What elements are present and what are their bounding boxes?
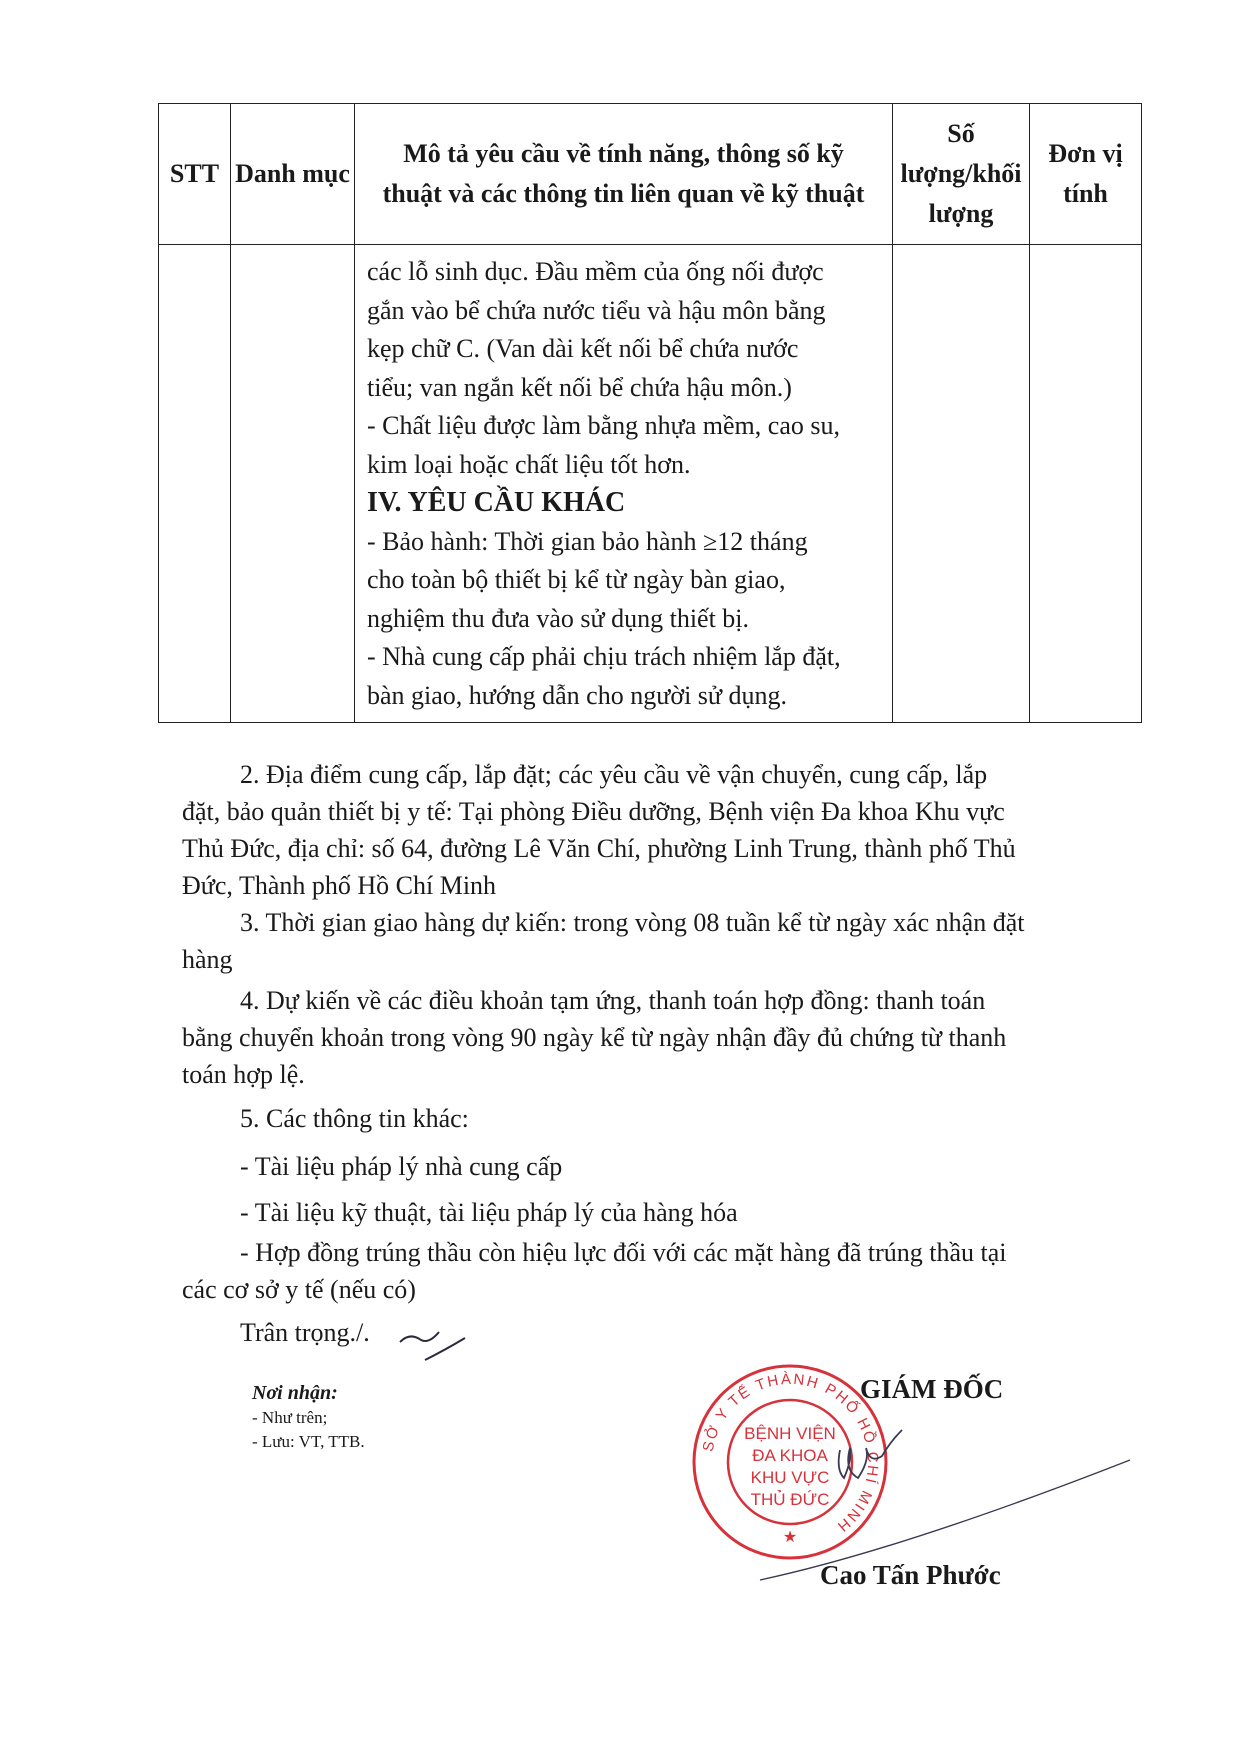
cell-category	[231, 245, 355, 723]
cell-quantity	[893, 245, 1030, 723]
list-item: - Tài liệu pháp lý nhà cung cấp	[240, 1152, 563, 1181]
paragraph-line: 3. Thời gian giao hàng dự kiến: trong vòng 08 tuần kể từ ngày xác nhận đặt	[240, 908, 1025, 937]
description-line: các lỗ sinh dục. Đầu mềm của ống nối được	[367, 257, 824, 286]
paragraph-5	[182, 1100, 1122, 1137]
other-requirement-line: nghiệm thu đưa vào sử dụng thiết bị.	[367, 603, 750, 633]
paragraph-2	[182, 756, 1122, 904]
paragraph-line: các cơ sở y tế (nếu có)	[182, 1275, 416, 1304]
other-requirement-line: - Nhà cung cấp phải chịu trách nhiệm lắp đặt,	[367, 642, 841, 671]
paragraph-3	[182, 904, 1122, 978]
paragraph-line: đặt, bảo quản thiết bị y tế: Tại phòng Điều dưỡng, Bệnh viện Đa khoa Khu vực	[182, 797, 1005, 826]
header-quantity-line: lượng	[928, 199, 994, 228]
closing-text: Trân trọng./.	[240, 1318, 370, 1347]
header-unit-line: Đơn vị	[1048, 139, 1123, 168]
header-quantity-line: Số	[947, 119, 975, 148]
recipient-item: - Lưu: VT, TTB.	[252, 1432, 365, 1451]
table-header-row	[159, 104, 1142, 245]
recipient-item: - Như trên;	[252, 1408, 328, 1427]
signer-title: GIÁM ĐỐC	[860, 1374, 1004, 1404]
description-line: tiểu; van ngắn kết nối bể chứa hậu môn.)	[367, 372, 792, 402]
table-row	[159, 245, 1142, 723]
seal-line: ĐA KHOA	[752, 1446, 828, 1465]
header-quantity	[893, 104, 1030, 245]
list-item: - Tài liệu kỹ thuật, tài liệu pháp lý của hàng hóa	[240, 1198, 738, 1227]
spec-table	[158, 103, 1142, 723]
paragraph-line: bằng chuyển khoản trong vòng 90 ngày kể từ ngày nhận đầy đủ chứng từ thanh	[182, 1023, 1007, 1052]
header-category: Danh mục	[231, 104, 355, 245]
recipients-block	[252, 1380, 365, 1454]
recipients-heading: Nơi nhận:	[252, 1382, 338, 1404]
initial-mark	[395, 1320, 470, 1370]
seal-star-icon: ★	[782, 1527, 798, 1546]
signer-name: Cao Tấn Phước	[820, 1560, 1001, 1590]
paragraph-line: 2. Địa điểm cung cấp, lắp đặt; các yêu cầu về vận chuyển, cung cấp, lắp	[240, 760, 988, 789]
seal-line: BỆNH VIỆN	[744, 1424, 836, 1443]
paragraph-line: 4. Dự kiến về các điều khoản tạm ứng, thanh toán hợp đồng: thanh toán	[240, 986, 986, 1015]
other-requirement-line: cho toàn bộ thiết bị kể từ ngày bàn giao,	[367, 565, 786, 594]
paragraph-line: toán hợp lệ.	[182, 1060, 305, 1089]
seal-line: THỦ ĐỨC	[750, 1490, 830, 1509]
description-line: - Chất liệu được làm bằng nhựa mềm, cao su,	[367, 411, 840, 440]
header-description	[355, 104, 893, 245]
paragraph-line: 5. Các thông tin khác:	[240, 1104, 469, 1133]
description-line: kim loại hoặc chất liệu tốt hơn.	[367, 449, 691, 479]
header-quantity-line: lượng/khối	[900, 159, 1022, 188]
other-requirement-line: bàn giao, hướng dẫn cho người sử dụng.	[367, 680, 787, 710]
cell-stt	[159, 245, 231, 723]
header-description-line: Mô tả yêu cầu về tính năng, thông số kỹ	[403, 139, 844, 168]
header-stt: STT	[159, 104, 231, 245]
other-info-last	[182, 1234, 1122, 1308]
seal-ring-text: SỞ Y TẾ THÀNH PHỐ HỒ CHÍ MINH	[699, 1370, 882, 1536]
closing	[182, 1314, 1122, 1351]
description-line: kẹp chữ C. (Van dài kết nối bể chứa nước	[367, 334, 799, 363]
paragraph-line: Đức, Thành phố Hồ Chí Minh	[182, 871, 497, 900]
cell-unit	[1030, 245, 1142, 723]
paragraph-line: Thủ Đức, địa chỉ: số 64, đường Lê Văn Chí, phường Linh Trung, thành phố Thủ	[182, 834, 1016, 863]
paragraph-line: - Hợp đồng trúng thầu còn hiệu lực đối với các mặt hàng đã trúng thầu tại	[240, 1238, 1007, 1267]
cell-description	[355, 245, 893, 723]
seal-line: KHU VỰC	[750, 1468, 830, 1487]
header-unit-line: tính	[1063, 179, 1108, 208]
header-description-line: thuật và các thông tin liên quan về kỹ thuật	[382, 179, 865, 208]
description-line: gắn vào bể chứa nước tiểu và hậu môn bằng	[367, 295, 826, 325]
other-requirement-line: - Bảo hành: Thời gian bảo hành ≥12 tháng	[367, 526, 808, 556]
section-heading: IV. YÊU CẦU KHÁC	[367, 487, 626, 518]
paragraph-line: hàng	[182, 945, 233, 974]
other-info-list	[182, 1144, 1122, 1236]
header-unit	[1030, 104, 1142, 245]
paragraph-4	[182, 982, 1122, 1093]
